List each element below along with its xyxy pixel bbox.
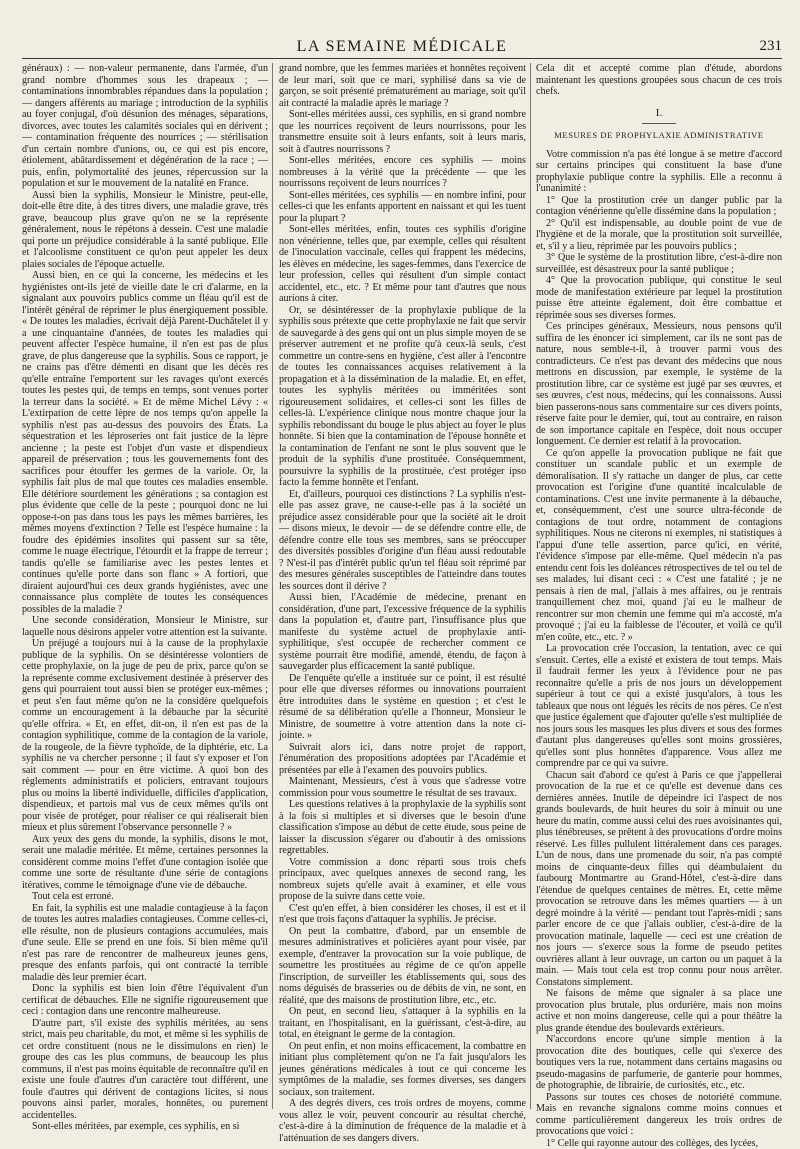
paragraph: Aussi bien la syphilis, Monsieur le Ministre, peut-elle, doit-elle être dite, à des titres divers, une maladie grave, très grave, beaucoup plus grave qu'on ne se la représente généralement, nous le répétons à dessein. C'est une maladie qui porte un préjudice considérable à la santé publique. Elle et l'alcoolisme constituent ce qu'on peut appeler les deux plaies sociales de l'époque actuelle. — [22, 190, 268, 271]
text-column-middle — [279, 63, 526, 1109]
paragraph: De l'enquête qu'elle a instituée sur ce point, il est résulté pour elle que diverses réformes ou innovations pourraient être introduites dans le système en question ; et c'est le résumé de sa délibération qu'elle a l'honneur, Monsieur le Ministre, de soumettre à votre attention dans la note ci-jointe. » — [279, 673, 526, 742]
paragraph: N'accordons encore qu'une simple mention à la provocation dite des boutiques, celle qui s'exerce des boutiques vers la rue, notamment dans certains magasins ou pseudo-magasins de parfumerie, de ganterie pour hommes, de photographie, de librairie, de curiosités, etc., etc. — [536, 1034, 782, 1092]
section-rule — [642, 123, 676, 124]
text-column-right — [536, 63, 782, 1109]
section-intro: Cela dit et accepté comme plan d'étude, abordons maintenant les questions groupées sous chacun de ces trois chefs. — [536, 63, 782, 98]
paragraph: grand nombre, que les femmes mariées et honnêtes reçoivent de leur mari, soit que ce mari, syphilisé dans sa vie de garçon, se soit présenté prématurément au mariage, soit qu'il ait contracté la maladie après le mariage ? — [279, 63, 526, 109]
paragraph: 1° Celle qui rayonne autour des collèges, des lycées, — [536, 1138, 782, 1149]
paragraph: Sont-elles méritées, encore ces syphilis — moins nombreuses à la vérité que la précédente — que les nourrissons reçoivent de leurs nourrices ? — [279, 155, 526, 190]
paragraph: Or, se désintéresser de la prophylaxie publique de la syphilis sous prétexte que cette prophylaxie ne fait que servir de sauvegarde à des gens qui ont un plus simple moyen de se préserver autrement et ne profite qu'à ceux-là seuls, c'est commettre un contre-sens en hygiène, c'est aller à l'encontre de toutes les connaissances acquises relativement à la propagation et à la dissémination de la maladie. Et, en effet, toutes les syphylis méritées ou imméritées sont rigoureusement solidaires, et celles-ci sont les filles de celles-là. L'expérience clinique nous montre chaque jour la syphilis rebondissant du bouge le plus abject au foyer le plus honnête. Si bien que la contamination de l'épouse honnête et la contamination de l'enfant ne sont le plus souvent que le produit de la syphilis d'une prostituée. Conséquemment, poursuivre la syphilis de la prostituée, c'est protéger ipso facto la femme honnête et l'enfant. — [279, 305, 526, 489]
paragraph: 4° Que la provocation publique, qui constitue le seul mode de manifestation extérieure par lequel la prostitution puisse être atteinte également, doit être combattue et réprimée sous ses diverses formes. — [536, 275, 782, 321]
page-number: 231 — [760, 38, 783, 55]
text-column-left — [22, 63, 268, 1109]
journal-title: LA SEMAINE MÉDICALE — [22, 38, 782, 56]
paragraph: En fait, la syphilis est une maladie contagieuse à la façon de toutes les autres maladies contagieuses. Comme celles-ci, elle résulte, non de plusieurs contagions accumulées, mais d'une seule. Elle se prend en une fois. Si bien même qu'il n'est pas rare de rencontrer de malheureux jeunes gens, presque des enfants parfois, qui ont contracté la terrible maladie dès leur premier écart. — [22, 903, 268, 984]
paragraph: Aussi bien, l'Académie de médecine, prenant en considération, d'une part, l'excessive fréquence de la syphilis dans la population et, d'autre part, l'insuffisance plus que manifeste du système actuel de prophylaxie anti-syphilitique, s'est occupée de rechercher comment ce système pourrait être modifié, amendé, étendu, de façon à sauvegarder plus efficacement la santé publique. — [279, 592, 526, 673]
paragraph: Maintenant, Messieurs, c'est à vous que s'adresse votre commission pour vous soumettre le résultat de ses travaux. — [279, 776, 526, 799]
paragraph: Donc la syphilis est bien loin d'être l'équivalent d'un certificat de débauches. Elle ne signifie rigoureusement que ceci : contagion dans une rencontre malheureuse. — [22, 983, 268, 1018]
paragraph: On peut, en second lieu, s'attaquer à la syphilis en la traitant, en l'hospitalisant, en la guérissant, c'est-à-dire, au total, en éteignant le germe de la contagion. — [279, 1006, 526, 1041]
paragraph: Aussi bien, en ce qui la concerne, les médecins et les hygiénistes ont-ils jeté de vieille date le cri d'alarme, en la signalant aux pouvoirs publics comme un fléau qu'il est de l'intérêt général de réprimer le plus énergiquement possible. « De toutes les maladies, écrivait déjà Parent-Duchâtelet il y a une cinquantaine d'années, de toutes les maladies qui peuvent affecter l'espèce humaine, il n'en est pas de plus grave, de plus dangereuse que la syphilis. Sous ce rapport, je ne crains pas d'être démenti en disant que les décès res qu'elle entraîne l'emportent sur les ravages qu'ont exercés toutes les pestes qui, de temps en temps, sont venues porter la terreur dans la société. » Et de même Michel Lévy : « L'extirpation de cette lèpre de nos temps qu'on appelle la syphilis n'est pas au-dessus des pouvoirs des États. La séquestration et les léproseries ont fait justice de la lèpre ancienne ; la peste est l'objet d'un vaste et dispendieux appareil de préservation ; tous les gouvernements font des sacrifices pour étouffer les germes de la variole. Or, la syphilis fait plus de mal que toutes ces maladies ensemble. Elle détériore sourdement les générations ; sa contagion est plus évidente que celle de la peste ; pourquoi donc ne lui oppose-t-on pas dans tous les pays les mêmes barrières, les mêmes moyens d'extinction ? Telle est l'espèce humaine : la foudre des épidémies insolites qui passent sur sa tête, comme le nuage électrique, l'étourdit et la frappe de terreur ; tandis qu'elle se familiarise avec les pestes lentes et continues qu'elle porte dans son flanc » A fortiori, que diraient aujourd'hui ces deux grands hygiénistes, avec une connaissance plus complète de toutes les conséquences possibles de la maladie ? — [22, 270, 268, 615]
paragraph: Et, d'ailleurs, pourquoi ces distinctions ? La syphilis n'est-elle pas assez grave, ne cause-t-elle pas à la société un préjudice assez considérable pour que la société ait le droit — disons mieux, le devoir — de se défendre contre elle, de défendre contre elle tous ses membres, sans se préoccuper des diversités possibles d'origine d'un fléau aussi redoutable ? N'est-il pas d'intérêt public qu'un tel fléau soit réprimé par des mesures générales susceptibles de l'atteindre dans toutes les sources dont il dérive ? — [279, 489, 526, 593]
paragraph: Sont-elles méritées, enfin, toutes ces syphilis d'origine non vénérienne, telles que, par exemple, celles qui résultent de l'inoculation vaccinale, celles qui frappent les médecins, les élèves en médecine, les sages-femmes, dans l'exercice de leur profession, celles qui résultent d'un simple contact accidentel, etc., etc. ? Et même pour tant d'autres que nous aurions à citer. — [279, 224, 526, 305]
paragraph: La provocation crée l'occasion, la tentation, avec ce qui s'ensuit. Certes, elle a existé et existera de tout temps. Mais il faudrait fermer les yeux à l'évidence pour ne pas reconnaître qu'elle a pris de nos jours un développement supérieur à tout ce qui a existé jusqu'alors, à tous les tableaux que nous ont légués les récits de nos pères. Ce n'est que justice également que d'ajouter qu'elle s'est multipliée de nos jours sous les masques les plus divers et sous des formes d'autant plus dangereuses qu'elles sont moins grossières, qu'elles sont plus honnêtes d'apparence. Vous allez me comprendre par ce qui va suivre. — [536, 643, 782, 770]
paragraph: Les questions relatives à la prophylaxie de la syphilis sont à la fois si multiples et si diverses que le besoin d'une classification s'impose au début de cette étude, sous peine de laisser la discussion s'égarer ou d'aboutir à des omissions regrettables. — [279, 799, 526, 857]
paragraph: Tout cela est erroné. — [22, 891, 268, 903]
section-title: MESURES DE PROPHYLAXIE ADMINISTRATIVE — [536, 130, 782, 142]
paragraph: On peut la combattre, d'abord, par un ensemble de mesures administratives et policières ayant pour visée, par exemple, d'entraver la provocation sur la voie publique, de soumettre les prostituées au régime de ce qu'on appelle l'inscription, de surveiller les établissements qui, sous des noms déguisés de brasseries ou de débits de vin, ne sont, en réalité, que des maisons de prostitution libre, etc., etc. — [279, 926, 526, 1007]
paragraph: Ne faisons de même que signaler à sa place une provocation plus brutale, plus ordurière, mais non moins active et non moins dangereuse, celle qui a pour théâtre la plus grande étendue des boulevards extérieurs. — [536, 988, 782, 1034]
column-divider — [272, 63, 273, 1109]
paragraph: 3° Que le système de la prostitution libre, c'est-à-dire non surveillée, est désastreux pour la santé publique ; — [536, 252, 782, 275]
paragraph: Votre commission a donc réparti sous trois chefs principaux, avec quelques annexes de second rang, les nombreux sujets qu'elle avait à examiner, et elle vous propose de la suivre dans cette voie. — [279, 857, 526, 903]
paragraph: Sont-elles méritées, ces syphilis — en nombre infini, pour celles-ci que les enfants apportent en naissant et qui les tuent pour la plupart ? — [279, 190, 526, 225]
paragraph: 1° Que la prostitution crée un danger public par la contagion vénérienne qu'elle dissémine dans la population ; — [536, 195, 782, 218]
paragraph: Aux yeux des gens du monde, la syphilis, disons le mot, serait une maladie méritée. Et même, certaines personnes la considèrent comme moins l'effet d'une contagion isolée que comme une sorte de résultante d'une série de contagions itératives, comme le témoignage d'une vie de débauche. — [22, 834, 268, 892]
paragraph: D'autre part, s'il existe des syphilis méritées, au sens strict, mais peu charitable, du mot, et même si les syphilis de cet ordre constituent (nous ne le dissimulons en rien) le groupe des cas les plus communs, de beaucoup les plus communs, il n'est pas moins équitable de reconnaître qu'il en existe une foule d'autres d'un caractère tout différent, une foule d'autres qui dérivent de contagions licites, si nous pouvons ainsi parler, morales, honnêtes, ou purement accidentelles. — [22, 1018, 268, 1122]
paragraph: Ces principes généraux, Messieurs, nous pensons qu'il suffira de les énoncer ici simplement, car ils ne sont pas de nature, nous semble-t-il, à trouver parmi vous des contradicteurs. Ce n'est pas devant des médecins que nous mettrons en discussion, par exemple, le système de la prostitution libre, car ce système est jugé par ses œuvres, et ses œuvres, c'est nous, médecins, qui les connaissons. Aussi bien passerons-nous sans commentaire sur ces divers points, réserve faite pour le dernier, qui, tout au contraire, en raison de son importance capitale en l'espèce, doit nous occuper longuement. Ce dernier est relatif à la provocation. — [536, 321, 782, 448]
paragraph: C'est qu'en effet, à bien considérer les choses, il est et il n'est que trois façons d'attaquer la syphilis. Je précise. — [279, 903, 526, 926]
paragraph: Votre commission n'a pas été longue à se mettre d'accord sur certains principes qui constituent la base d'une prophylaxie publique contre la syphilis. Elle a reconnu à l'unanimité : — [536, 149, 782, 195]
paragraph: Passons sur toutes ces choses de notoriété commune. Mais en revanche signalons comme moins connues et comme particulièrement dangereux les trois ordres de provocations que voici : — [536, 1092, 782, 1138]
section-body — [536, 149, 782, 1149]
paragraph: généraux) : — non-valeur permanente, dans l'armée, d'un grand nombre d'hommes sous les drapeaux ; — contaminations innombrables répandues dans la population ; — dangers afférents au mariage ; introduction de la syphilis au foyer conjugal, d'où désunion des ménages, séparations, divorces, avec toutes les calamités sociales qui en dérivent ; — contamination fréquente des nourrices ; — stérilisation d'un certain nombre d'unions, ou, ce qui est pis encore, étiolement, abâtardissement et dégénération de la race ; — puis, enfin, polymortalité des jeunes, répercussion sur la population et sur le mouvement de la natalité en France. — [22, 63, 268, 190]
paragraph: 2° Qu'il est indispensable, au double point de vue de l'hygiène et de la morale, que la prostitution soit surveillée, et, s'il y a lieu, réprimée par les pouvoirs publics ; — [536, 218, 782, 253]
paragraph: A des degrés divers, ces trois ordres de moyens, comme vous allez le voir, peuvent concourir au résultat cherché, c'est-à-dire à la diminution de fréquence de la maladie et à l'atténuation de ses dangers divers. — [279, 1098, 526, 1144]
paragraph: Suivrait alors ici, dans notre projet de rapport, l'énumération des propositions adoptées par l'Académie et présentées par elle à l'examen des pouvoirs publics. — [279, 742, 526, 777]
paragraph: Sont-elles méritées, par exemple, ces syphilis, en si — [22, 1121, 268, 1133]
paragraph: Un préjugé a toujours nui à la cause de la prophylaxie publique de la syphilis. On se désintéresse volontiers de cette prophylaxie, on la juge de peu de prix, parce qu'on se la représente comme exclusivement destinée à préserver des gens qui pourraient tout aussi bien se protéger eux-mêmes ; et peut s'en faut même qu'on ne la considère quelquefois comme un encouragement à la débauche par la sécurité qu'elle offrira. « Et, en effet, dit-on, il n'en est pas de la contagion syphilitique, comme de la contagion de la variole, de la rougeole, de la fièvre typhoïde, de la diphtérie, etc. La syphilis ne va chercher personne ; il faut s'y exposer et l'on sait comment — pour en être victime. A quoi bon des règlements administratifs et policiers, entravant toujours plus ou moins la liberté individuelle, difficiles d'application, dispendieux, et partois mal vus de ceux mêmes qu'ils ont pour visée de protéger, pour réaliser ce qui réaliserait bien mieux et plus sûrement l'observance personnelle ? » — [22, 638, 268, 834]
paragraph: Chacun sait d'abord ce qu'est à Paris ce que j'appellerai provocation de la rue et ce qu'elle est devenue dans ces dernières années. Inutile de dépeindre ici l'aspect de nos grands boulevards, de huit heures du soir à minuit ou une heure du matin, comme aussi celui des rues avoisinantes qui, plus ténébreuses, se prêtent à des provocations d'ordre moins réservé. Les filles pullulent littéralement dans ces parages. L'un de nous, dans une promenade du soir, n'a pas compté moins de cinquante-deux filles qui déambulaient du faubourg Montmartre au Grand-Hôtel, c'est-à-dire dans l'étendue de quelques centaines de mètres. Et, cette même provocation se retrouve dans les mêmes quartiers — à un degré moindre à la vérité — pendant tout l'après-midi ; sans parler encore de ce que j'allais oublier, c'est-à-dire de la provocation matinale, laquelle — ceci est une création de nos jours — s'exerce sous la forme de pseudo petites ouvrières allant à leur ouvrage, un carton ou un paquet à la main. — Mais tout cela est trop connu pour nous arrêter. Constatons simplement. — [536, 770, 782, 989]
paragraph: On peut enfin, et non moins efficacement, la combattre en initiant plus complètement qu'on ne l'a fait jusqu'alors les jeunes générations médicales à tout ce qui concerne les symptômes de la maladie, ses formes diverses, ses dangers sociaux, son traitement. — [279, 1041, 526, 1099]
paragraph: Ce qu'on appelle la provocation publique ne fait que constituer un scandale public et un exemple de démoralisation. Il s'y rattache un danger de plus, car cette provocation est l'origine d'une quantité incalculable de contaminations. C'est une invite permanente à la débauche, et, conséquemment, c'est une source ultra-féconde de contagions de tout ordre, notamment de contagions syphilitiques. Nous ne citerons ni exemples, ni statistiques à l'appui d'une telle assertion, parce qu'ici, en vérité, l'évidence s'impose par elle-même. Quel médecin n'a pas entendu cent fois les doléances rétrospectives de tel ou tel de ses malades, lui disant ceci : « C'est une fatalité ; je ne pensais à rien de mal, j'allais à mes affaires, ou je rentrais tranquillement chez moi, quand j'ai eu le malheur de rencontrer sur mon chemin une femme qui m'a accosté, m'a provoqué ; j'ai eu la faiblesse de l'écouter, et voilà ce qu'il m'en coûte, etc., etc. ? » — [536, 448, 782, 644]
page-header — [22, 38, 782, 59]
paragraph: Une seconde considération, Monsieur le Ministre, sur laquelle nous désirons appeler votre attention est la suivante. — [22, 615, 268, 638]
section-number: I. — [536, 108, 782, 120]
paragraph: Sont-elles méritées aussi, ces syphilis, en si grand nombre que les nourrices reçoivent de leurs nourrissons, pour les transmettre ensuite soit à leurs enfants, soit à leurs maris, soit à d'autres nourrissons ? — [279, 109, 526, 155]
column-divider — [530, 63, 531, 1109]
